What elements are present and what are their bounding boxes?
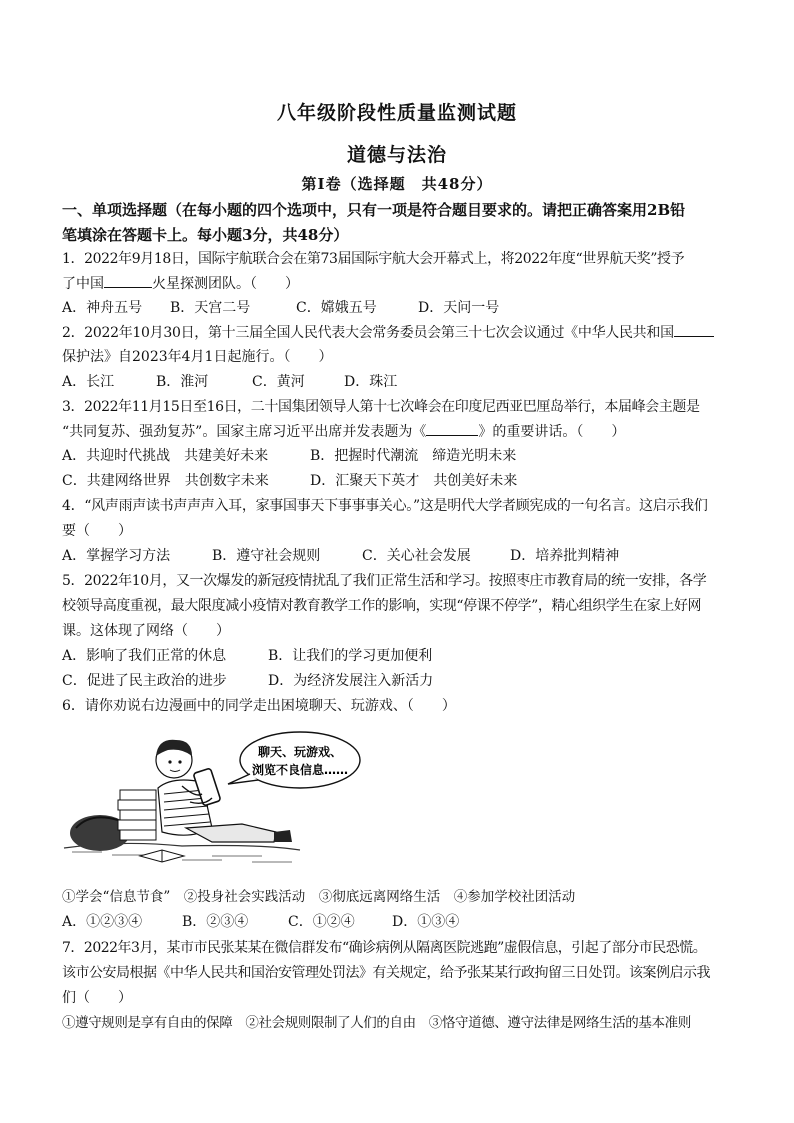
question-2-line2: 保护法》自2023年4月1日起施行。（ ）	[62, 349, 333, 365]
section-instructions-line2: 笔填涂在答题卡上。每小题3分，共48分）	[62, 226, 349, 244]
question-5-options-row1	[62, 646, 734, 666]
option-c: C．嫦娥五号	[296, 300, 377, 316]
option-c: C．①②④	[288, 914, 355, 930]
question-1-options	[62, 298, 734, 318]
question-6-statements: ①学会“信息节食” ②投身社会实践活动 ③彻底远离网络生活 ④参加学校社团活动	[62, 889, 576, 905]
option-a: A．影响了我们正常的休息	[62, 648, 227, 664]
option-b: B．淮河	[156, 374, 209, 390]
question-7-line2: 该市公安局根据《中华人民共和国治安管理处罚法》有关规定，给予张某某行政拘留三日处罚。该案例启示我	[62, 965, 710, 981]
question-3-options-row1	[62, 446, 734, 466]
question-7-line1: 7．2022年3月，某市市民张某某在微信群发布“确诊病例从隔离医院逃跑”虚假信息，引起了部分市民恐慌。	[62, 940, 707, 956]
option-c: C．促进了民主政治的进步	[62, 673, 227, 689]
question-7-statements: ①遵守规则是享有自由的保障 ②社会规则限制了人们的自由 ③恪守道德、遵守法律是网络生活的基本准则	[62, 1015, 691, 1031]
question-5-options-row2	[62, 671, 734, 691]
part-title: 第Ⅰ卷（选择题 共48分）	[301, 175, 493, 193]
option-d: D．为经济发展注入新活力	[268, 673, 434, 689]
question-3-options-row2	[62, 471, 734, 491]
option-b: B．遵守社会规则	[212, 548, 321, 564]
question-6-options	[62, 912, 734, 932]
question-3-text-b: 》的重要讲话。（ ）	[478, 424, 626, 440]
option-b: B．天宫二号	[170, 300, 251, 316]
question-1-line1: 1．2022年9月18日，国际宇航联合会在第73届国际宇航大会开幕式上，将2022年度“世界航天奖”授予	[62, 251, 685, 267]
option-a: A．掌握学习方法	[62, 548, 171, 564]
question-2-line1	[62, 322, 734, 343]
option-d: D．汇聚天下英才 共创美好未来	[310, 473, 518, 489]
question-3-text-a: “共同复苏、强劲复苏”。国家主席习近平出席并发表题为《	[62, 424, 427, 440]
question-1-line2	[62, 273, 734, 294]
option-b: B．让我们的学习更加便利	[268, 648, 433, 664]
question-5-line2: 校领导高度重视，最大限度减小疫情对教育教学工作的影响，实现“停课不停学”，精心组织学生在家上好网	[62, 598, 702, 614]
option-c: C．黄河	[252, 374, 305, 390]
question-4-line1: 4．“风声雨声读书声声声入耳，家事国事天下事事事关心。”这是明代大学者顾宪成的一句名言。这启示我们	[62, 498, 708, 514]
cartoon-illustration	[62, 728, 362, 876]
question-4-line2: 要（ ）	[62, 523, 132, 539]
subject-title: 道德与法治	[346, 144, 447, 166]
question-1-text-a: 了中国	[62, 276, 104, 292]
option-d: D．珠江	[344, 374, 398, 390]
question-3-line2	[62, 421, 734, 442]
option-b: B．②③④	[182, 914, 249, 930]
option-b: B．把握时代潮流 缔造光明未来	[310, 448, 517, 464]
question-5-line3: 课。这体现了网络（ ）	[62, 623, 230, 639]
option-c: C．关心社会发展	[362, 548, 471, 564]
question-2-options	[62, 372, 734, 392]
question-2-text-a: 2．2022年10月30日，第十三届全国人民代表大会常务委员会第三十七次会议通过《中华人民共和国	[62, 325, 674, 341]
section-instructions-line1: 一、单项选择题（在每小题的四个选项中，只有一项是符合题目要求的。请把正确答案用2B铅	[62, 201, 686, 219]
option-a: A．神舟五号	[62, 300, 143, 316]
question-3-line1: 3．2022年11月15日至16日，二十国集团领导人第十七次峰会在印度尼西亚巴厘岛举行，本届峰会主题是	[62, 399, 700, 415]
option-a: A．共迎时代挑战 共建美好未来	[62, 448, 269, 464]
question-4-options	[62, 546, 734, 566]
answer-blank	[104, 273, 152, 288]
question-6-line1: 6．请你劝说右边漫画中的同学走出困境聊天、玩游戏、（ ）	[62, 698, 456, 714]
exam-title: 八年级阶段性质量监测试题	[276, 102, 517, 124]
bubble-text-line1: 聊天、玩游戏、	[257, 745, 343, 759]
answer-blank	[426, 421, 478, 436]
option-d: D．培养批判精神	[510, 548, 620, 564]
option-a: A．①②③④	[62, 914, 143, 930]
option-c: C．共建网络世界 共创数字未来	[62, 473, 269, 489]
option-d: D．①③④	[392, 914, 460, 930]
question-7-line3: 们（ ）	[62, 990, 132, 1006]
question-5-line1: 5．2022年10月，又一次爆发的新冠疫情扰乱了我们正常生活和学习。按照枣庄市教育局的统一安排，各学	[62, 573, 707, 589]
question-1-text-b: 火星探测团队。（ ）	[152, 276, 299, 292]
option-d: D．天问一号	[418, 300, 500, 316]
option-a: A．长江	[62, 374, 115, 390]
answer-blank	[674, 322, 714, 337]
bubble-text-line2: 浏览不良信息……	[251, 763, 349, 777]
